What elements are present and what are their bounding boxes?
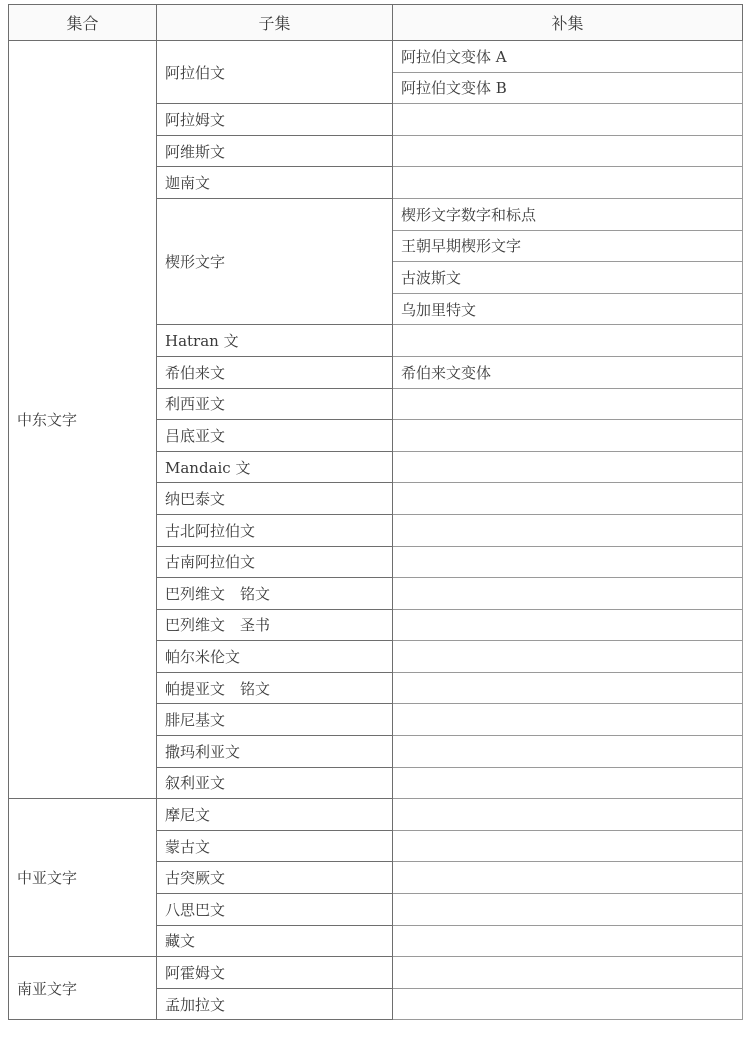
supplement-cell: [393, 514, 743, 546]
subset-cell: 阿维斯文: [157, 135, 393, 167]
supplement-cell: [393, 957, 743, 989]
supplement-cell: [393, 388, 743, 420]
supplement-cell: [393, 925, 743, 957]
supplement-cell: [393, 325, 743, 357]
subset-cell: 楔形文字: [157, 198, 393, 324]
subset-cell: 巴列维文 圣书: [157, 609, 393, 641]
supplement-cell: [393, 641, 743, 673]
header-subset: 子集: [157, 5, 393, 41]
supplement-cell: 古波斯文: [393, 262, 743, 294]
supplement-cell: [393, 609, 743, 641]
subset-cell: 古南阿拉伯文: [157, 546, 393, 578]
subset-cell: 巴列维文 铭文: [157, 578, 393, 610]
supplement-cell: 希伯来文变体: [393, 356, 743, 388]
supplement-cell: [393, 704, 743, 736]
table-header-row: [9, 5, 743, 41]
subset-cell: 孟加拉文: [157, 988, 393, 1020]
subset-cell: 藏文: [157, 925, 393, 957]
supplement-cell: [393, 799, 743, 831]
supplement-cell: [393, 135, 743, 167]
subset-cell: 古突厥文: [157, 862, 393, 894]
group-cell: 南亚文字: [9, 957, 157, 1020]
script-sets-table: [8, 4, 743, 1020]
table-row: [9, 957, 743, 989]
supplement-cell: 乌加里特文: [393, 293, 743, 325]
supplement-cell: [393, 420, 743, 452]
supplement-cell: 楔形文字数字和标点: [393, 198, 743, 230]
supplement-cell: [393, 894, 743, 926]
supplement-cell: [393, 451, 743, 483]
subset-cell: 八思巴文: [157, 894, 393, 926]
supplement-cell: [393, 767, 743, 799]
subset-cell: 叙利亚文: [157, 767, 393, 799]
subset-cell: 阿霍姆文: [157, 957, 393, 989]
subset-cell: 阿拉伯文: [157, 41, 393, 104]
supplement-cell: [393, 546, 743, 578]
subset-cell: Hatran 文: [157, 325, 393, 357]
header-supplement: 补集: [393, 5, 743, 41]
supplement-cell: [393, 167, 743, 199]
supplement-cell: [393, 578, 743, 610]
subset-cell: Mandaic 文: [157, 451, 393, 483]
subset-cell: 摩尼文: [157, 799, 393, 831]
header-group: 集合: [9, 5, 157, 41]
supplement-cell: 阿拉伯文变体 B: [393, 72, 743, 104]
subset-cell: 纳巴泰文: [157, 483, 393, 515]
subset-cell: 迦南文: [157, 167, 393, 199]
supplement-cell: 王朝早期楔形文字: [393, 230, 743, 262]
subset-cell: 腓尼基文: [157, 704, 393, 736]
table-row: [9, 41, 743, 73]
supplement-cell: [393, 672, 743, 704]
subset-cell: 利西亚文: [157, 388, 393, 420]
subset-cell: 希伯来文: [157, 356, 393, 388]
supplement-cell: [393, 862, 743, 894]
supplement-cell: [393, 830, 743, 862]
supplement-cell: [393, 483, 743, 515]
group-cell: 中东文字: [9, 41, 157, 799]
supplement-cell: [393, 104, 743, 136]
subset-cell: 古北阿拉伯文: [157, 514, 393, 546]
subset-cell: 蒙古文: [157, 830, 393, 862]
table-body: [9, 41, 743, 1020]
group-cell: 中亚文字: [9, 799, 157, 957]
supplement-cell: 阿拉伯文变体 A: [393, 41, 743, 73]
subset-cell: 阿拉姆文: [157, 104, 393, 136]
subset-cell: 吕底亚文: [157, 420, 393, 452]
supplement-cell: [393, 736, 743, 768]
subset-cell: 撒玛利亚文: [157, 736, 393, 768]
subset-cell: 帕提亚文 铭文: [157, 672, 393, 704]
subset-cell: 帕尔米伦文: [157, 641, 393, 673]
table-row: [9, 799, 743, 831]
supplement-cell: [393, 988, 743, 1020]
